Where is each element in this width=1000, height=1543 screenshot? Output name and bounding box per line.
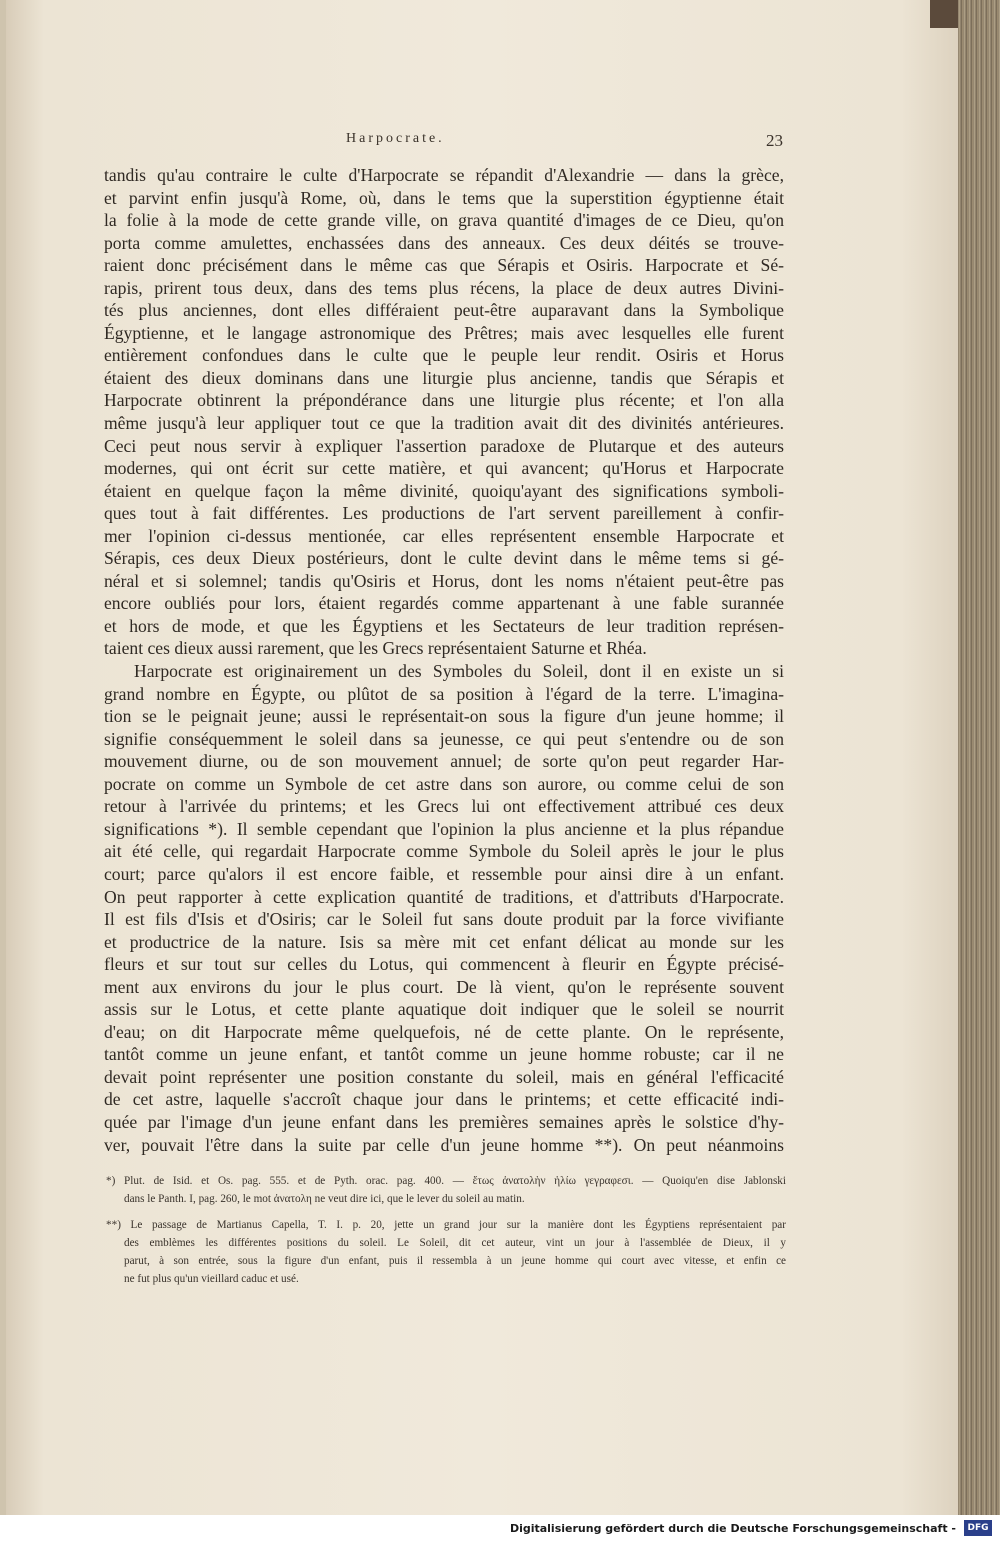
text-line: Sérapis, ces deux Dieux postérieurs, dont le culte devint dans le même tems si gé- <box>104 548 784 569</box>
text-line: étaient en quelque façon la même divinité, quoiqu'ayant des significations symboli- <box>104 480 784 501</box>
text-line: encore oubliés pour lors, étaient regardés comme appartenant à une fable surannée <box>104 593 784 614</box>
text-line: rapis, prirent tous deux, dans des tems plus récens, la place de deux autres Divini- <box>104 277 784 298</box>
text-line: entièrement confondues dans le culte que le peuple leur rendit. Osiris et Horus <box>104 345 784 366</box>
text-line: porta comme amulettes, enchassées dans des anneaux. Ces deux déités se trouve- <box>104 232 784 253</box>
footnote-line: *) Plut. de Isid. et Os. pag. 555. et de Pyth. orac. pag. 400. — ἕτως ἀνατολὴν ἡλίω γεγραφεσι. — Quoiqu'en dise Jablonski <box>106 1175 786 1187</box>
text-line: fleurs et sur tout sur celles du Lotus, qui commencent à fleurir en Égypte précisé- <box>104 954 784 975</box>
text-line: modernes, qui ont écrit sur cette matière, et qui avancent; qu'Horus et Harpocrate <box>104 458 784 479</box>
footnote-line: **) Le passage de Martianus Capella, T. I. p. 20, jette un grand jour sur la manière dont les Égyptiens représentaient par <box>106 1219 786 1232</box>
footnote-line: ne fut plus qu'un vieillard caduc et usé. <box>124 1273 299 1286</box>
text-line: On peut rapporter à cette explication quantité de traditions, et d'attributs d'Harpocrate. <box>104 886 784 907</box>
text-line: tés plus anciennes, dont elles différaient peut-être auparavant dans la Symbolique <box>104 300 784 321</box>
text-line: court; parce qu'alors il est encore faible, et ressemble pour ainsi dire à un enfant. <box>104 863 784 884</box>
text-line: devait point représenter une position constante du soleil, mais en général l'efficacité <box>104 1066 784 1087</box>
text-line: raient donc précisément dans le même cas que Sérapis et Osiris. Harpocrate et Sé- <box>104 255 784 276</box>
funding-notice: Digitalisierung gefördert durch die Deutsche Forschungsgemeinschaft - <box>509 1522 956 1535</box>
text-line: grand nombre en Égypte, ou plûtot de sa position à l'égard de la terre. L'imagina- <box>104 683 784 704</box>
text-line: et productrice de la nature. Isis sa mère mit cet enfant délicat au monde sur les <box>104 931 784 952</box>
text-line: et hors de mode, et que les Égyptiens et les Sectateurs de leur tradition représen- <box>104 615 784 636</box>
text-line: néral et si solemnel; tandis qu'Osiris et Horus, dont les noms n'étaient peut-être pas <box>104 570 784 591</box>
text-line: ment aux environs du jour le plus court. De là vient, qu'on le représente souvent <box>104 976 784 997</box>
footnote-line: des emblèmes les différentes positions du soleil. Le Soleil, dit cet auteur, vint un jour à l'assemblée de Dieux, il y <box>124 1237 786 1250</box>
footnote <box>106 1216 786 1288</box>
book-edge <box>958 0 1000 1515</box>
text-line: même jusqu'à leur appliquer tout ce que la tradition avait dit des divinités antérieures. <box>104 413 784 434</box>
text-line: la folie à la mode de cette grande ville, on grava quantité d'images de ce Dieu, qu'on <box>104 210 784 231</box>
text-line: Harpocrate est originairement un des Symboles du Soleil, dont il en existe un si <box>134 661 784 682</box>
text-line: tion se le peignait jeune; aussi le représentait-on sous la figure d'un jeune homme; il <box>104 706 784 727</box>
footer-bar <box>0 1515 1000 1543</box>
text-line: significations *). Il semble cependant que l'opinion la plus ancienne et la plus répandue <box>104 818 784 839</box>
text-line: et parvint enfin jusqu'à Rome, où, dans le tems que la superstition égyptienne était <box>104 187 784 208</box>
text-line: ait été celle, qui regardait Harpocrate comme Symbole du Soleil après le jour le plus <box>104 841 784 862</box>
text-line: Égyptienne, et le langage astronomique des Prêtres; mais avec lesquelles elle furent <box>104 322 784 343</box>
footnote-line: parut, à son entrée, sous la figure d'un enfant, puis il ressembla à un jeune homme qui court avec vitesse, et enfin ce <box>124 1255 786 1268</box>
text-line: assis sur le Lotus, et cette plante aquatique doit indiquer que le soleil se nourrit <box>104 999 784 1020</box>
text-line: tantôt comme un jeune enfant, et tantôt comme un jeune homme robuste; car il ne <box>104 1044 784 1065</box>
text-line: ver, pouvait l'être dans la suite par celle d'un jeune homme **). On peut néanmoins <box>104 1134 784 1155</box>
text-line: étaient des dieux dominans dans une liturgie plus ancienne, tandis que Sérapis et <box>104 367 784 388</box>
text-line: taient ces dieux aussi rarement, que les Grecs représentaient Saturne et Rhéa. <box>104 638 647 659</box>
text-line: pocrate on comme un Symbole de cet astre dans son aurore, ou comme celui de son <box>104 773 784 794</box>
text-line: signifie conséquemment le soleil dans sa jeunesse, ce qui peut s'entendre ou de son <box>104 728 784 749</box>
text-line: Harpocrate obtinrent la prépondérance dans une liturgie plus récente; et l'on alla <box>104 390 784 411</box>
text-line: ques tout à fait différentes. Les productions de l'art servent pareillement à confir- <box>104 503 784 524</box>
book-page <box>6 0 958 1515</box>
body-text <box>104 164 784 1156</box>
text-line: Ceci peut nous servir à expliquer l'assertion paradoxe de Plutarque et des auteurs <box>104 435 784 456</box>
dfg-logo: DFG <box>964 1520 992 1536</box>
running-head: Harpocrate. <box>346 131 445 146</box>
text-line: quée par l'image d'un jeune enfant dans les premières semaines après le solstice d'hy- <box>104 1111 784 1132</box>
text-line: mouvement diurne, ou de son mouvement annuel; de sorte qu'on peut regarder Har- <box>104 751 784 772</box>
text-line: retour à l'arrivée du printems; et les Grecs lui ont effectivement attribué ces deux <box>104 796 784 817</box>
footnotes <box>106 1172 786 1297</box>
page-number: 23 <box>766 131 783 150</box>
footnote-line: dans le Panth. I, pag. 260, le mot ἀνατολη ne veut dire ici, que le lever du soleil au matin. <box>124 1193 525 1206</box>
text-line: tandis qu'au contraire le culte d'Harpocrate se répandit d'Alexandrie — dans la grèce, <box>104 165 784 185</box>
text-line: de cet astre, laquelle s'accroît chaque jour dans le printems; et cette efficacité indi- <box>104 1089 784 1110</box>
text-line: Il est fils d'Isis et d'Osiris; car le Soleil fut sans doute produit par la force vivifiante <box>104 909 784 930</box>
footnote <box>106 1172 786 1208</box>
text-line: mer l'opinion ci-dessus mentionée, car elles représentent ensemble Harpocrate et <box>104 525 784 546</box>
text-line: d'eau; on dit Harpocrate même quelquefois, né de cette plante. On le représente, <box>104 1021 784 1042</box>
